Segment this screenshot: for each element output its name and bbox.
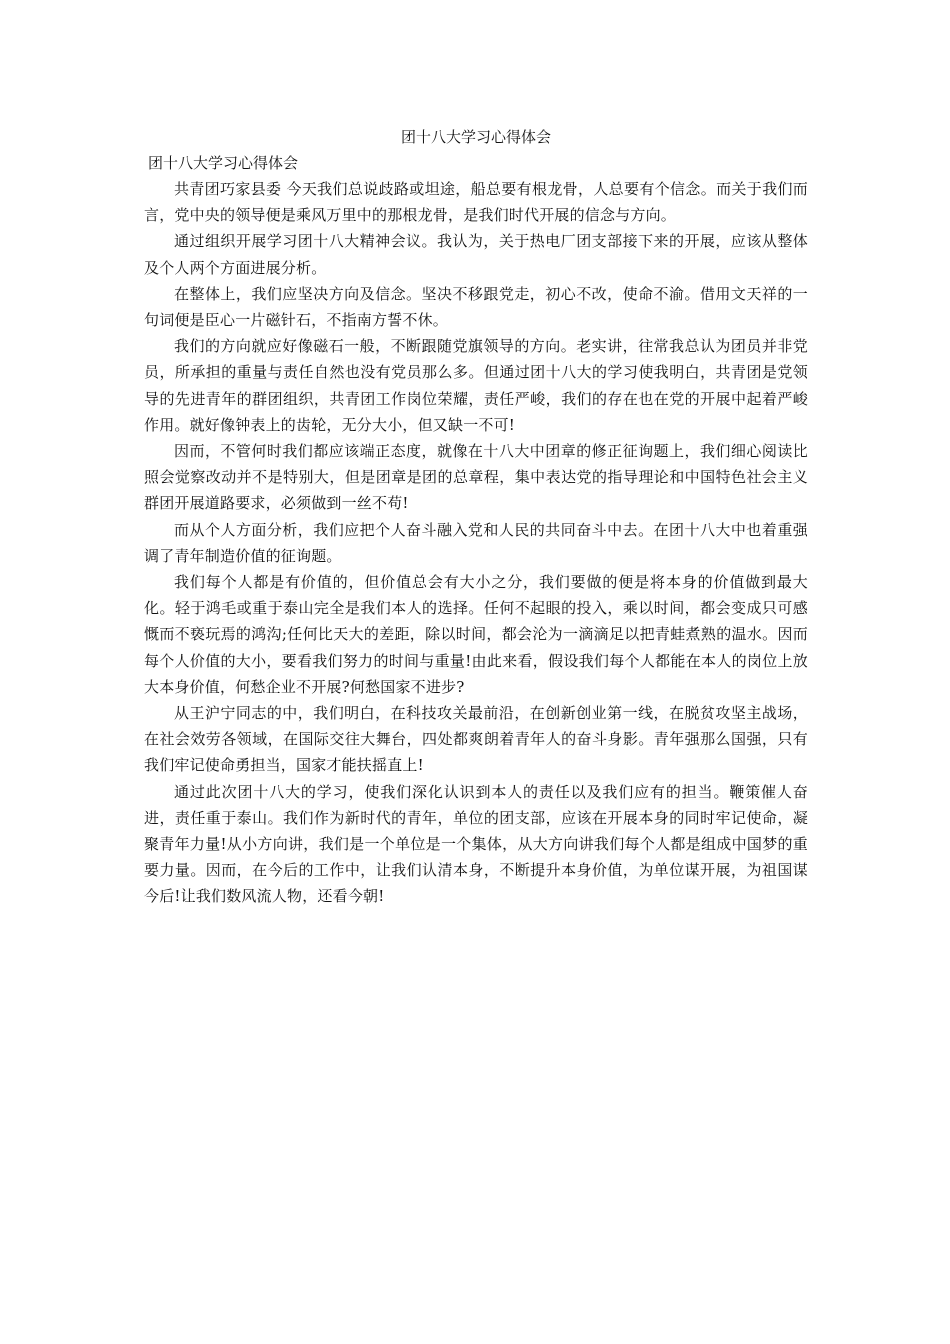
document-page: [144, 124, 808, 910]
paragraph-3: 在整体上，我们应坚决方向及信念。坚决不移跟党走，初心不改，使命不渝。借用文天祥的一句词便是臣心一片磁针石，不指南方誓不休。: [144, 284, 808, 330]
document-title: 团十八大学习心得体会: [400, 128, 551, 146]
document-subtitle: 团十八大学习心得体会: [148, 154, 299, 172]
paragraph-6: 而从个人方面分析，我们应把个人奋斗融入党和人民的共同奋斗中去。在团十八大中也着重强调了青年制造价值的征询题。: [144, 520, 808, 565]
paragraph-2: 通过组织开展学习团十八大精神会议。我认为，关于热电厂团支部接下来的开展，应该从整体及个人两个方面进展分析。: [144, 232, 808, 277]
paragraph-8: 从王沪宁同志的中，我们明白，在科技攻关最前沿，在创新创业第一线，在脱贫攻坚主战场，在社会效劳各领域，在国际交往大舞台，四处都爽朗着青年人的奋斗身影。青年强那么国强，只有我们牢记使命勇担当，国家才能扶摇直上!: [144, 704, 808, 775]
paragraph-9: 通过此次团十八大的学习，使我们深化认识到本人的责任以及我们应有的担当。鞭策催人奋进，责任重于泰山。我们作为新时代的青年，单位的团支部，应该在开展本身的同时牢记使命，凝聚青年力量!从小方向讲，我们是一个单位是一个集体，从大方向讲我们每个人都是组成中国梦的重要力量。因而，在今后的工作中，让我们认清本身，不断提升本身价值，为单位谋开展，为祖国谋今后!让我们数风流人物，还看今朝!: [144, 782, 808, 906]
paragraph-1: 共青团巧家县委 今天我们总说歧路或坦途，船总要有根龙骨，人总要有个信念。而关于我们而言，党中央的领导便是乘风万里中的那根龙骨，是我们时代开展的信念与方向。: [144, 180, 808, 225]
paragraph-5: 因而，不管何时我们都应该端正态度，就像在十八大中团章的修正征询题上，我们细心阅读比照会觉察改动并不是特别大，但是团章是团的总章程，集中表达党的指导理论和中国特色社会主义群团开展道路要求，必须做到一丝不苟!: [144, 442, 808, 513]
paragraph-4: 我们的方向就应好像磁石一般，不断跟随党旗领导的方向。老实讲，往常我总认为团员并非党员，所承担的重量与责任自然也没有党员那么多。但通过团十八大的学习使我明白，共青团是党领导的先进青年的群团组织，共青团工作岗位荣耀，责任严峻，我们的存在也在党的开展中起着严峻作用。就好像钟表上的齿轮，无分大小，但又缺一不可!: [144, 337, 808, 434]
paragraph-7: 我们每个人都是有价值的，但价值总会有大小之分，我们要做的便是将本身的价值做到最大化。轻于鸿毛或重于泰山完全是我们本人的选择。任何不起眼的投入，乘以时间，都会变成只可感慨而不亵玩焉的鸿沟;任何比天大的差距，除以时间，都会沦为一滴滴足以把青蛙煮熟的温水。因而每个人价值的大小，要看我们努力的时间与重量!由此来看，假设我们每个人都能在本人的岗位上放大本身价值，何愁企业不开展?何愁国家不进步?: [144, 573, 808, 696]
